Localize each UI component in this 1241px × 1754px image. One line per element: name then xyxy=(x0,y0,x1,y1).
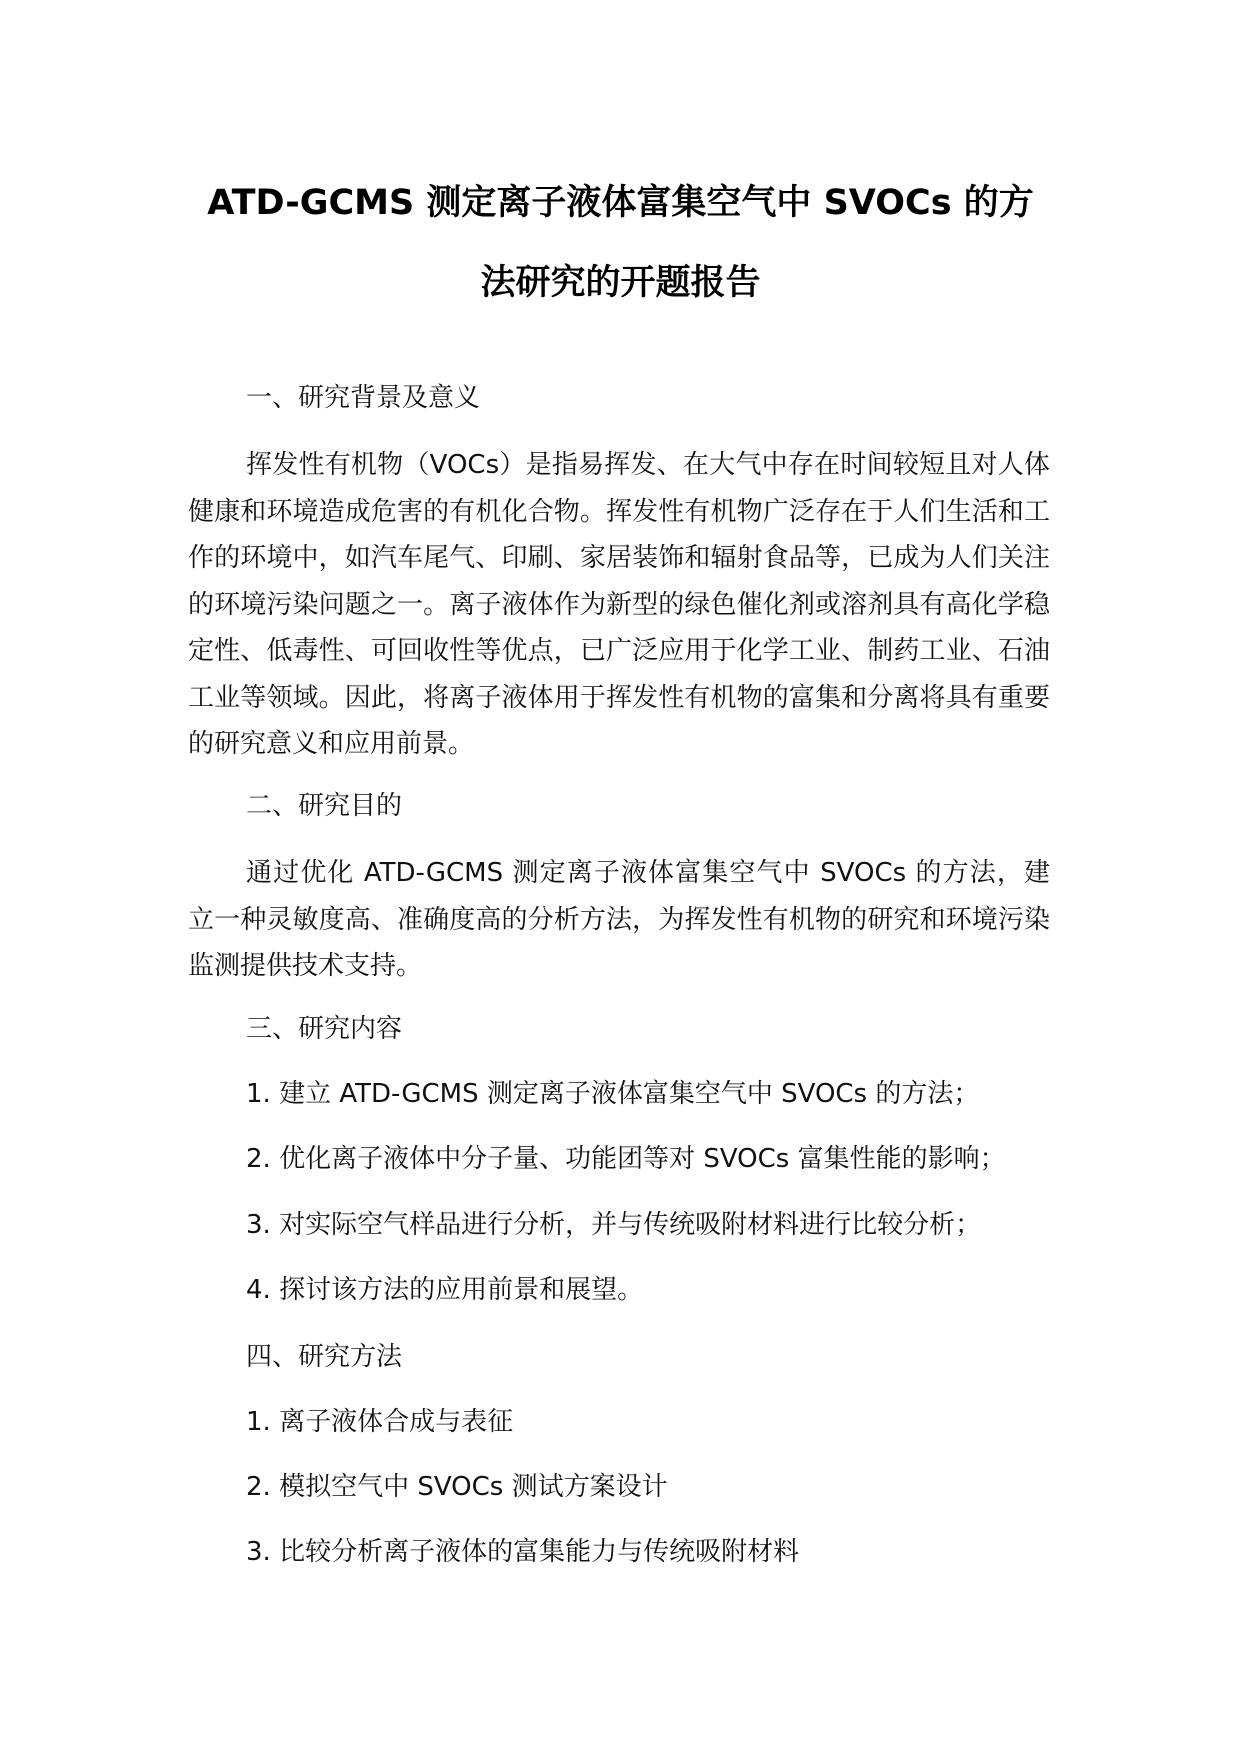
methods-list-item: 3. 比较分析离子液体的富集能力与传统吸附材料 xyxy=(246,1537,800,1567)
section-heading-purpose: 二、研究目的 xyxy=(246,791,403,821)
section-heading-background: 一、研究背景及意义 xyxy=(246,383,481,413)
content-list-item: 1. 建立 ATD-GCMS 测定离子液体富集空气中 SVOCs 的方法； xyxy=(246,1079,980,1109)
content-list-item: 4. 探讨该方法的应用前景和展望。 xyxy=(246,1275,644,1305)
section-heading-content: 三、研究内容 xyxy=(246,1014,403,1044)
section-heading-methods: 四、研究方法 xyxy=(246,1342,403,1372)
content-list-item: 3. 对实际空气样品进行分析，并与传统吸附材料进行比较分析； xyxy=(246,1210,982,1240)
methods-list-item: 1. 离子液体合成与表征 xyxy=(246,1407,514,1437)
title-line-1: ATD-GCMS 测定离子液体富集空气中 SVOCs 的方 xyxy=(207,183,1034,223)
title-line-2: 法研究的开题报告 xyxy=(480,263,761,303)
purpose-paragraph: 通过优化 ATD-GCMS 测定离子液体富集空气中 SVOCs 的方法，建立一种灵敏度高、准确度高的分析方法，为挥发性有机物的研究和环境污染监测提供技术支持。 xyxy=(188,858,1050,981)
methods-list-item: 2. 模拟空气中 SVOCs 测试方案设计 xyxy=(246,1472,668,1502)
background-paragraph: 挥发性有机物（VOCs）是指易挥发、在大气中存在时间较短且对人体健康和环境造成危害的有机化合物。挥发性有机物广泛存在于人们生活和工作的环境中，如汽车尾气、印刷、家居装饰和辐射食品等，已成为人们关注的环境污染问题之一。离子液体作为新型的绿色催化剂或溶剂具有高化学稳定性、低毒性、可回收性等优点，已广泛应用于化学工业、制药工业、石油工业等领域。因此，将离子液体用于挥发性有机物的富集和分离将具有重要的研究意义和应用前景。 xyxy=(188,450,1050,759)
content-list-item: 2. 优化离子液体中分子量、功能团等对 SVOCs 富集性能的影响； xyxy=(246,1144,1006,1174)
